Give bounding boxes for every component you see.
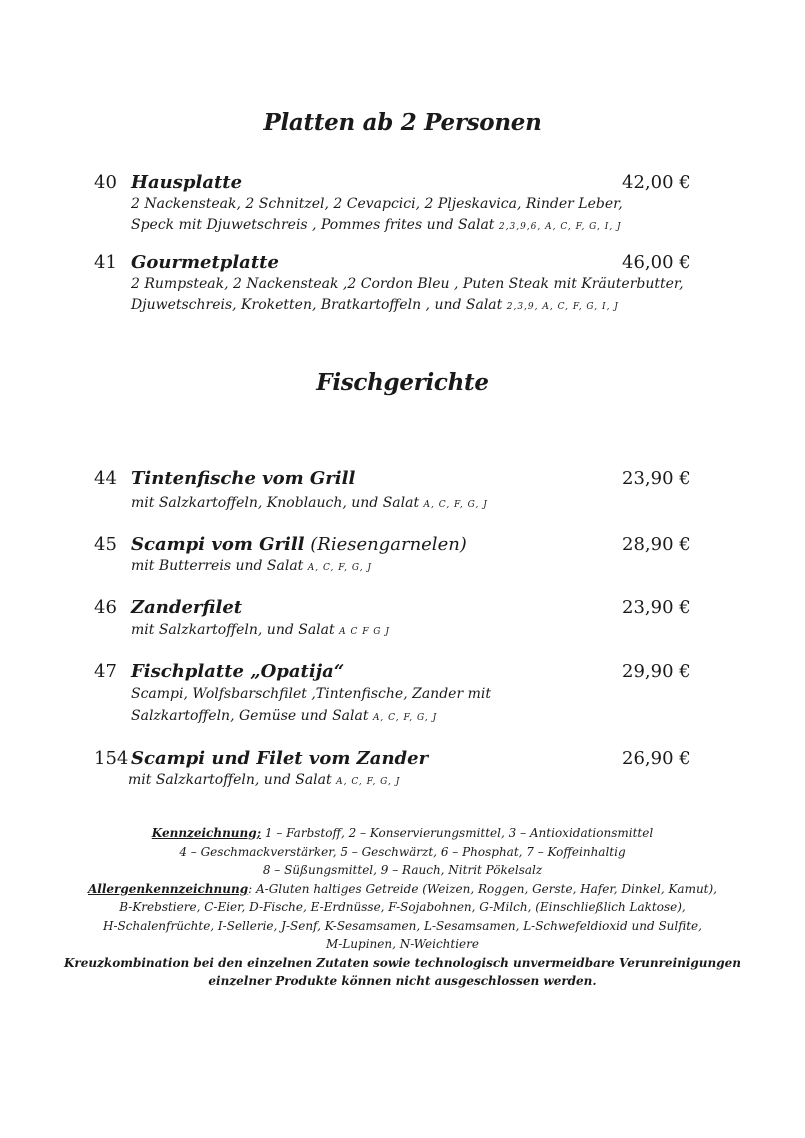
item-name: Hausplatte	[131, 172, 243, 193]
item-description-line: 2 Rumpsteak, 2 Nackensteak ,2 Cordon Bleu , Puten Steak mit Kräuterbutter,	[131, 276, 684, 292]
item-price: 46,00 €	[622, 252, 691, 273]
item-price: 42,00 €	[622, 172, 691, 193]
item-description-line: mit Salzkartoffeln, und Salat A C F G J	[131, 622, 390, 638]
item-description-line: Djuwetschreis, Kroketten, Bratkartoffeln , und Salat 2,3,9, A, C, F, G, I, J	[131, 297, 619, 313]
item-number: 44	[94, 468, 117, 489]
allergen-footer	[0, 824, 805, 991]
item-description-line: Scampi, Wolfsbarschfilet ,Tintenfische, Zander mit	[131, 686, 491, 702]
item-price: 29,90 €	[622, 661, 691, 682]
item-description-line: mit Salzkartoffeln, Knoblauch, und Salat A, C, F, G, J	[131, 495, 488, 511]
item-name: Fischplatte „Opatija“	[131, 661, 345, 682]
warning-line: Kreuzkombination bei den einzelnen Zutaten sowie technologisch unvermeidbare Verunreinigungen	[64, 955, 741, 970]
warning-line: einzelner Produkte können nicht ausgeschlossen werden.	[208, 974, 597, 988]
item-price: 26,90 €	[622, 748, 691, 769]
item-description-line: mit Butterreis und Salat A, C, F, G, J	[131, 558, 373, 574]
item-name: Scampi vom Grill (Riesengarnelen)	[131, 534, 467, 555]
kennzeichnung-line: Kennzeichnung; 1 – Farbstoff, 2 – Konservierungsmittel, 3 – Antioxidationsmittel	[151, 826, 654, 840]
item-number: 41	[94, 252, 117, 273]
item-name: Gourmetplatte	[131, 252, 279, 273]
item-description-line: Speck mit Djuwetschreis , Pommes frites und Salat 2,3,9,6, A, C, F, G, I, J	[131, 217, 622, 233]
item-description-line: 2 Nackensteak, 2 Schnitzel, 2 Cevapcici, 2 Pljeskavica, Rinder Leber,	[131, 196, 623, 212]
item-price: 23,90 €	[622, 597, 691, 618]
item-description-line: mit Salzkartoffeln, und Salat A, C, F, G, J	[128, 772, 401, 788]
allergen-line: M-Lupinen, N-Weichtiere	[326, 937, 479, 951]
section-title-platten: Platten ab 2 Personen	[263, 109, 542, 136]
item-number: 154	[94, 748, 129, 769]
item-name: Scampi und Filet vom Zander	[131, 748, 429, 769]
item-number: 45	[94, 534, 117, 555]
item-number: 46	[94, 597, 117, 618]
item-name: Tintenfische vom Grill	[131, 468, 356, 489]
item-name: Zanderfilet	[131, 597, 243, 618]
allergen-line: B-Krebstiere, C-Eier, D-Fische, E-Erdnüsse, F-Sojabohnen, G-Milch, (Einschließlich Laktose),	[119, 900, 686, 914]
allergen-line: H-Schalenfrüchte, I-Sellerie, J-Senf, K-Sesamsamen, L-Sesamsamen, L-Schwefeldioxid und Sulfite,	[103, 918, 702, 933]
section-title-fischgerichte: Fischgerichte	[316, 369, 489, 396]
item-price: 23,90 €	[622, 468, 691, 489]
kennzeichnung-line: 4 – Geschmackverstärker, 5 – Geschwärzt, 6 – Phosphat, 7 – Koffeinhaltig	[179, 844, 626, 859]
item-number: 47	[94, 661, 117, 682]
item-description-line: Salzkartoffeln, Gemüse und Salat A, C, F, G, J	[131, 708, 438, 724]
allergen-line: Allergenkennzeichnung: A-Gluten haltiges Getreide (Weizen, Roggen, Gerste, Hafer, Dinkel, Kamut),	[87, 881, 717, 896]
kennzeichnung-line: 8 – Süßungsmittel, 9 – Rauch, Nitrit Pökelsalz	[262, 863, 543, 877]
item-number: 40	[94, 172, 117, 193]
item-price: 28,90 €	[622, 534, 691, 555]
